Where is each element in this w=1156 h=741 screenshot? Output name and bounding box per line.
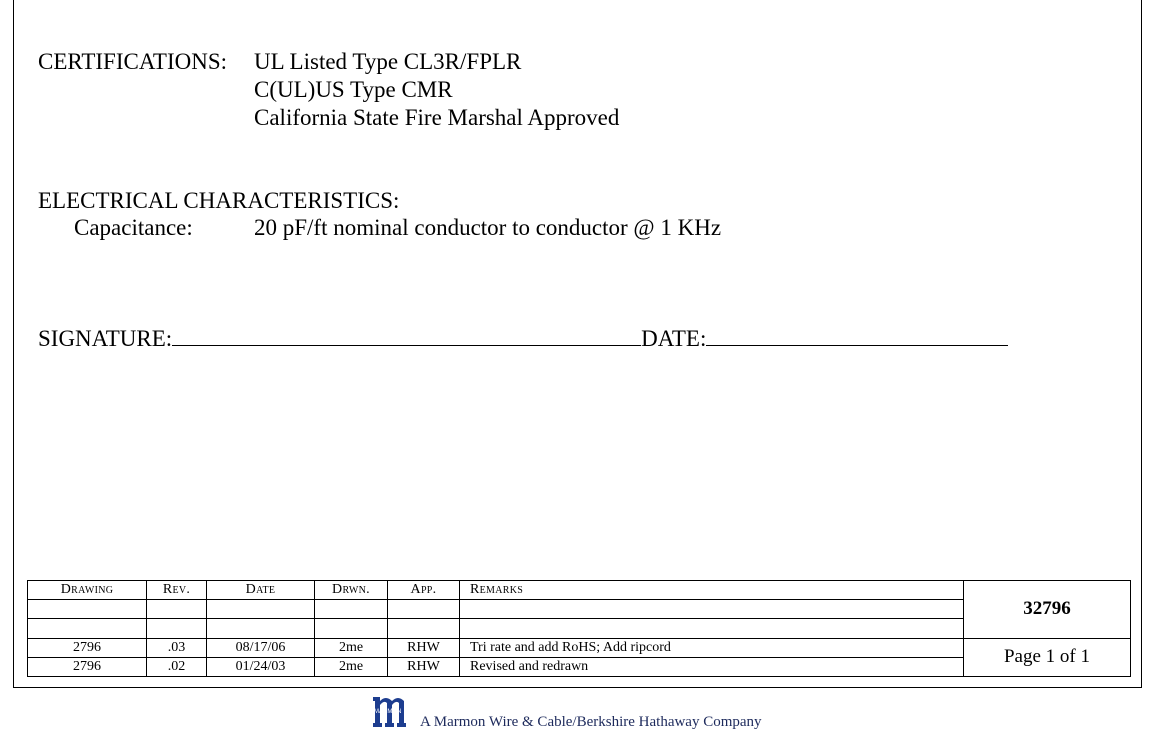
table-cell — [460, 619, 964, 638]
footer-tagline: A Marmon Wire & Cable/Berkshire Hathaway Company — [420, 714, 762, 730]
row-app: RHW — [388, 657, 460, 676]
table-cell — [28, 600, 147, 619]
table-cell — [207, 600, 315, 619]
row-rev: .03 — [147, 638, 207, 657]
table-cell — [315, 619, 388, 638]
signature-row — [38, 325, 1008, 353]
row-drawing: 2796 — [28, 657, 147, 676]
signature-line[interactable] — [172, 325, 641, 346]
page-number: Page 1 of 1 — [964, 638, 1131, 676]
table-cell — [315, 600, 388, 619]
header-drwn: Drwn. — [315, 581, 388, 600]
row-remarks: Tri rate and add RoHS; Add ripcord — [460, 638, 964, 657]
table-cell — [207, 619, 315, 638]
row-drawing: 2796 — [28, 638, 147, 657]
certifications-label: CERTIFICATIONS: — [38, 49, 228, 74]
row-app: RHW — [388, 638, 460, 657]
header-date: Date — [207, 581, 315, 600]
logo-text: MARMON — [374, 709, 402, 715]
capacitance-value: 20 pF/ft nominal conductor to conductor @ 1 KHz — [254, 215, 722, 240]
table-cell — [147, 619, 207, 638]
certification-item-3: California State Fire Marshal Approved — [254, 105, 620, 130]
header-app: App. — [388, 581, 460, 600]
marmon-logo-icon — [372, 693, 418, 729]
header-rev: Rev. — [147, 581, 207, 600]
drawing-number: 32796 — [964, 581, 1131, 639]
table-row — [28, 638, 1131, 657]
header-drawing: Drawing — [28, 581, 147, 600]
date-label: DATE: — [641, 326, 707, 351]
row-date: 01/24/03 — [207, 657, 315, 676]
signature-label: SIGNATURE: — [38, 326, 173, 351]
electrical-heading: ELECTRICAL CHARACTERISTICS: — [38, 188, 400, 213]
row-remarks: Revised and redrawn — [460, 657, 964, 676]
revision-table — [27, 580, 1131, 677]
table-cell — [388, 619, 460, 638]
row-rev: .02 — [147, 657, 207, 676]
row-drwn: 2me — [315, 638, 388, 657]
capacitance-label: Capacitance: — [74, 215, 193, 240]
table-cell — [28, 619, 147, 638]
certification-item-1: UL Listed Type CL3R/FPLR — [254, 49, 522, 74]
table-cell — [388, 600, 460, 619]
date-line[interactable] — [706, 325, 1008, 346]
row-date: 08/17/06 — [207, 638, 315, 657]
certification-item-2: C(UL)US Type CMR — [254, 77, 453, 102]
table-cell — [460, 600, 964, 619]
row-drwn: 2me — [315, 657, 388, 676]
header-remarks: Remarks — [460, 581, 964, 600]
table-cell — [147, 600, 207, 619]
